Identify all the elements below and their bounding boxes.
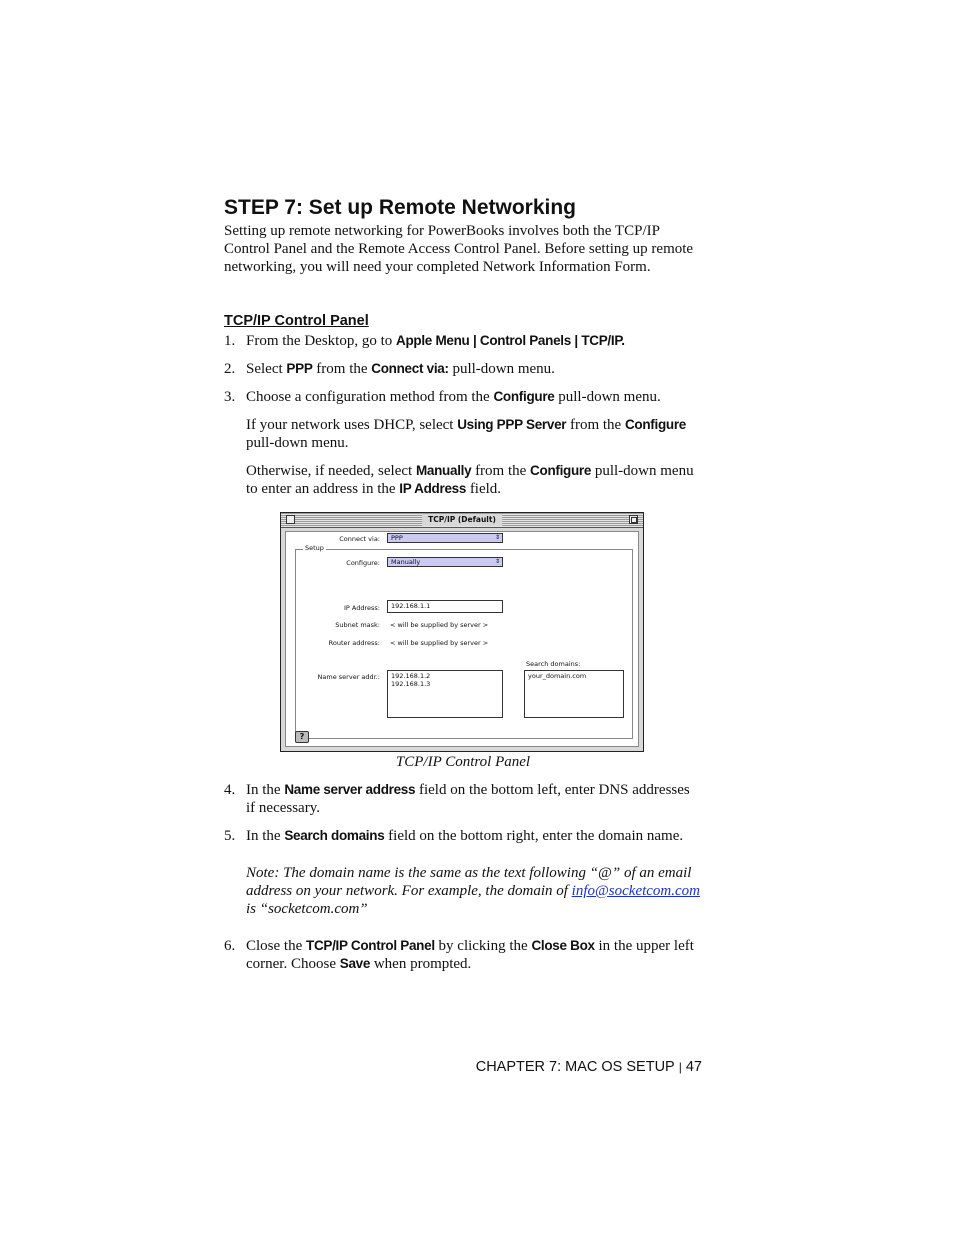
search-domain-entry: your_domain.com	[528, 672, 587, 680]
window-content	[285, 531, 639, 747]
save-term: Save	[339, 956, 371, 971]
step-3-manual-paragraph	[246, 462, 702, 498]
figure-caption: TCP/IP Control Panel	[395, 754, 531, 770]
step-text: field.	[466, 481, 502, 497]
step-text: by clicking the	[434, 938, 532, 954]
name-server-entry: 192.168.1.3	[391, 680, 431, 688]
step-4	[224, 781, 702, 817]
tcpip-control-panel-term: TCP/IP Control Panel	[306, 938, 435, 953]
step-text: field on the bottom left, enter DNS addresses if necessary.	[246, 782, 690, 816]
menu-configure: Configure	[493, 389, 555, 404]
name-server-field	[387, 670, 503, 718]
name-server-entry: 192.168.1.2	[391, 672, 431, 680]
step-text: Select	[246, 361, 287, 377]
option-ppp: PPP	[286, 361, 313, 376]
step-text: in the upper left corner. Choose	[246, 938, 694, 972]
step-text: from the	[471, 463, 531, 479]
page-footer	[476, 1059, 702, 1075]
close-box-icon	[286, 515, 295, 524]
page-number: 47	[685, 1059, 702, 1075]
field-ip-address: IP Address	[399, 481, 467, 496]
search-domains-field	[524, 670, 624, 718]
step-number: 3.	[224, 389, 236, 405]
step-text: pull-down menu.	[554, 389, 661, 405]
step-text: Choose a configuration method from the	[246, 389, 494, 405]
step-text: field on the bottom right, enter the domain name.	[384, 828, 684, 844]
step-text: from the	[566, 417, 625, 433]
email-link[interactable]: info@socketcom.com	[571, 883, 700, 899]
tcpip-window-screenshot	[280, 512, 644, 752]
step-text: From the Desktop, go to	[246, 333, 396, 349]
help-icon: ?	[295, 731, 309, 743]
step-text: In the	[246, 782, 285, 798]
note-text: Note: The domain name is the same as the text following “@” of an email address on your network. For example, the domain of	[246, 865, 692, 899]
step-number: 2.	[224, 361, 236, 377]
step-text: pull-down menu.	[246, 435, 349, 451]
connect-via-popup	[387, 533, 503, 543]
step-1	[224, 332, 702, 350]
note-text: is “socketcom.com”	[246, 901, 368, 917]
menu-configure: Configure	[624, 417, 687, 432]
popup-arrows-icon: ⇕	[494, 534, 500, 541]
popup-arrows-icon: ⇕	[494, 558, 500, 565]
step-3	[224, 388, 702, 406]
chapter-label: CHAPTER 7: MAC OS SETUP	[475, 1059, 675, 1075]
field-name-server-address: Name server address	[284, 782, 416, 797]
step-text: If your network uses DHCP, select	[246, 417, 458, 433]
step-text: pull-down menu.	[448, 361, 555, 377]
popup-value: PPP	[391, 534, 403, 542]
subnet-mask-value: < will be supplied by server >	[390, 621, 489, 629]
router-address-value: < will be supplied by server >	[390, 639, 489, 647]
name-server-label: Name server addr.:	[317, 673, 380, 681]
close-box-term: Close Box	[531, 938, 595, 953]
step-number: 4.	[224, 782, 236, 798]
step-number: 5.	[224, 828, 236, 844]
step-6	[224, 937, 702, 973]
connect-via-label: Connect via:	[339, 535, 380, 543]
intro-paragraph: Setting up remote networking for PowerBooks involves both the TCP/IP Control Panel and the Remote Access Control Panel. Before setting up remote networking, you will need your completed Network Information Form.	[224, 223, 694, 275]
menu-configure: Configure	[530, 463, 592, 478]
configure-label: Configure:	[346, 559, 380, 567]
step-text: from the	[312, 361, 372, 377]
ip-address-field: 192.168.1.1	[387, 600, 503, 613]
step-number: 1.	[224, 333, 236, 349]
step-text: when prompted.	[370, 956, 472, 972]
field-search-domains: Search domains	[284, 828, 385, 843]
step-text: pull-down menu to enter an address in the	[246, 463, 694, 497]
step-2	[224, 360, 702, 378]
subnet-mask-label: Subnet mask:	[335, 621, 380, 629]
footer-separator: |	[678, 1060, 682, 1074]
step-text: Otherwise, if needed, select	[246, 463, 416, 479]
setup-label: Setup	[305, 544, 324, 552]
page-title: STEP 7: Set up Remote Networking	[224, 196, 577, 219]
search-domains-label: Search domains:	[526, 660, 581, 668]
menu-connect-via: Connect via:	[371, 361, 449, 376]
section-heading: TCP/IP Control Panel	[224, 313, 369, 329]
router-address-label: Router address:	[328, 639, 380, 647]
step-3-dhcp-paragraph	[246, 416, 702, 452]
step-text: Close the	[246, 938, 306, 954]
option-manually: Manually	[415, 463, 472, 478]
window-titlebar	[281, 513, 643, 528]
popup-value: Manually	[391, 558, 421, 566]
window-title: TCP/IP (Default)	[422, 514, 502, 526]
configure-popup	[387, 557, 503, 567]
ip-address-label: IP Address:	[344, 604, 380, 612]
step-text: In the	[246, 828, 285, 844]
domain-note	[246, 864, 702, 918]
menu-path: Apple Menu | Control Panels | TCP/IP.	[396, 333, 625, 348]
step-number: 6.	[224, 938, 236, 954]
step-5	[224, 827, 702, 845]
option-using-ppp-server: Using PPP Server	[457, 417, 567, 432]
zoom-box-icon	[629, 515, 638, 524]
